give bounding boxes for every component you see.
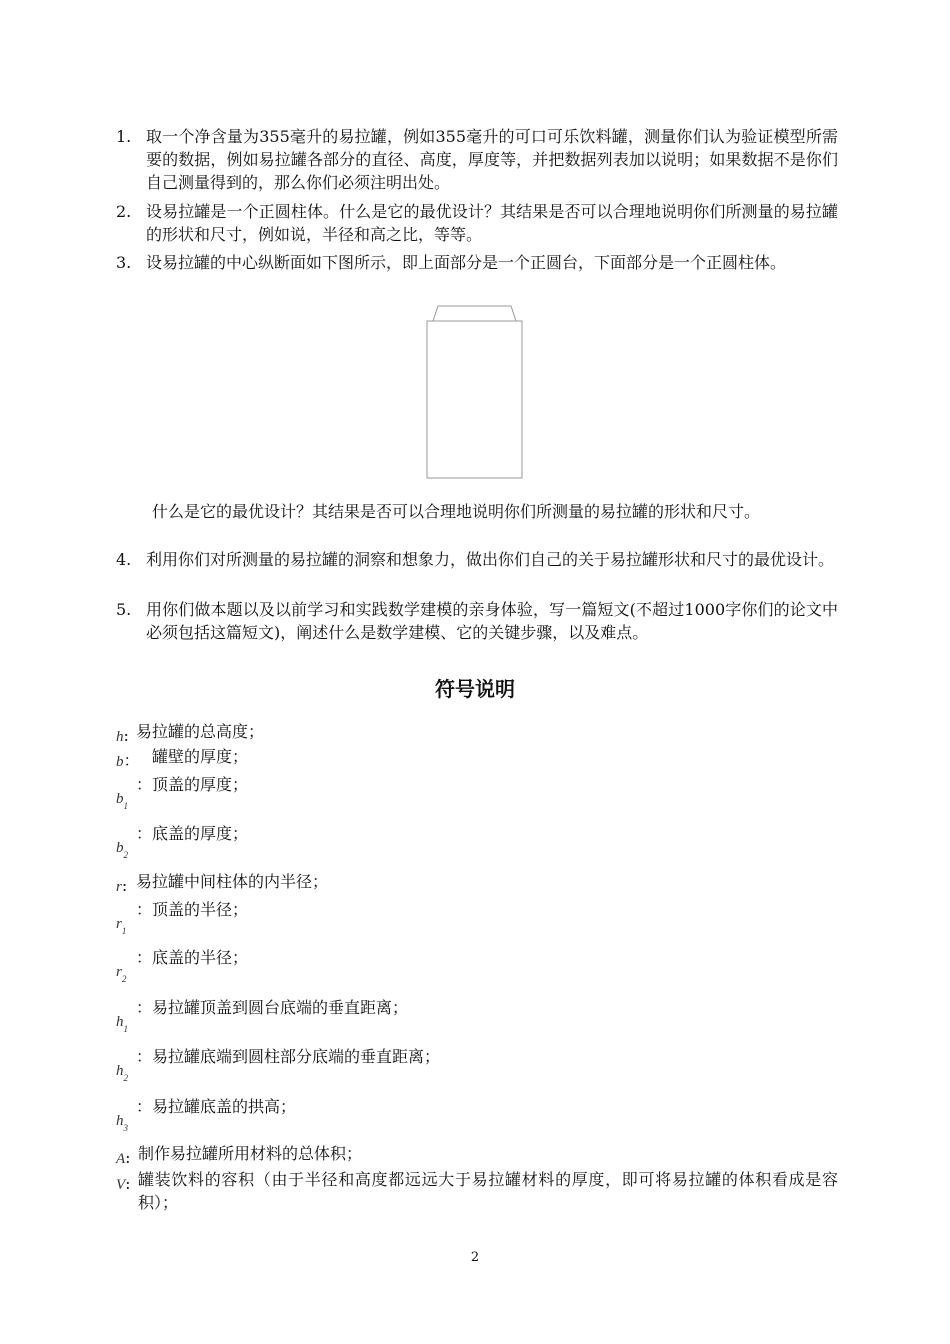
page-number: 2 [470,1250,480,1265]
list-number: 4. [116,550,132,569]
symbol-description: 罐装饮料的容积（由于半径和高度都远远大于易拉罐材料的厚度，即可将易拉罐的体积看成是容积）； [138,1170,838,1212]
list-number: 3. [116,253,132,272]
list-text: 用你们做本题以及以前学习和实践数学建模的亲身体验，写一篇短文(不超过1000字你们的论文中必须包括这篇短文)，阐述什么是数学建模、它的关键步骤，以及难点。 [146,600,838,642]
symbol-description: ：易拉罐顶盖到圆台底端的垂直距离； [136,998,409,1017]
symbol-variable: A: [116,1148,131,1167]
symbol-variable: h: [116,726,129,745]
symbol-variable: V: [116,1174,131,1193]
symbol-variable: $h_1$ [116,1014,128,1034]
symbol-variable: $h_2$ [116,1063,128,1083]
list-number: 1. [116,127,132,146]
symbol-variable: r: [116,876,128,895]
list-number: 5. [116,600,132,619]
symbol-variable: $r_1$ [116,916,127,936]
symbol-description: ：顶盖的厚度； [136,775,249,794]
list-text: 设易拉罐是一个正圆柱体。什么是它的最优设计？其结果是否可以合理地说明你们所测量的易拉罐的形状和尺寸，例如说，半径和高之比，等等。 [146,202,838,244]
symbol-description: 易拉罐中间柱体的内半径； [136,872,329,891]
symbol-description: ：易拉罐底盖的拱高； [136,1097,297,1116]
symbol-variable: b： [116,751,140,770]
list-text: 取一个净含量为355毫升的易拉罐，例如355毫升的可口可乐饮料罐，测量你们认为验证模型所需要的数据，例如易拉罐各部分的直径、高度，厚度等，并把数据列表加以说明；如果数据不是你们自己测量得到的，那么你们必须注明出处。 [146,127,838,192]
symbol-description: ：底盖的厚度； [136,824,249,843]
section-title: 符号说明 [435,677,515,701]
symbol-variable: $b_1$ [116,791,128,811]
symbol-description: 罐壁的厚度； [152,747,249,766]
list-text: 利用你们对所测量的易拉罐的洞察和想象力，做出你们自己的关于易拉罐形状和尺寸的最优设计。 [146,550,835,569]
list-text: 设易拉罐的中心纵断面如下图所示，即上面部分是一个正圆台，下面部分是一个正圆柱体。 [146,253,787,272]
after-figure-paragraph: 什么是它的最优设计？其结果是否可以合理地说明你们所测量的易拉罐的形状和尺寸。 [152,502,761,521]
symbol-description: ：底盖的半径； [136,948,249,967]
symbol-variable: $h_3$ [116,1113,128,1133]
symbol-variable: $r_2$ [116,964,127,984]
symbol-description: ：顶盖的半径； [136,900,249,919]
symbol-description: 制作易拉罐所用材料的总体积； [138,1144,363,1163]
symbol-description: 易拉罐的总高度； [136,722,265,741]
list-number: 2. [116,202,132,221]
symbol-variable: $b_2$ [116,840,128,860]
symbol-description: ：易拉罐底端到圆柱部分底端的垂直距离； [136,1047,441,1066]
can-cross-section-figure [426,305,523,479]
